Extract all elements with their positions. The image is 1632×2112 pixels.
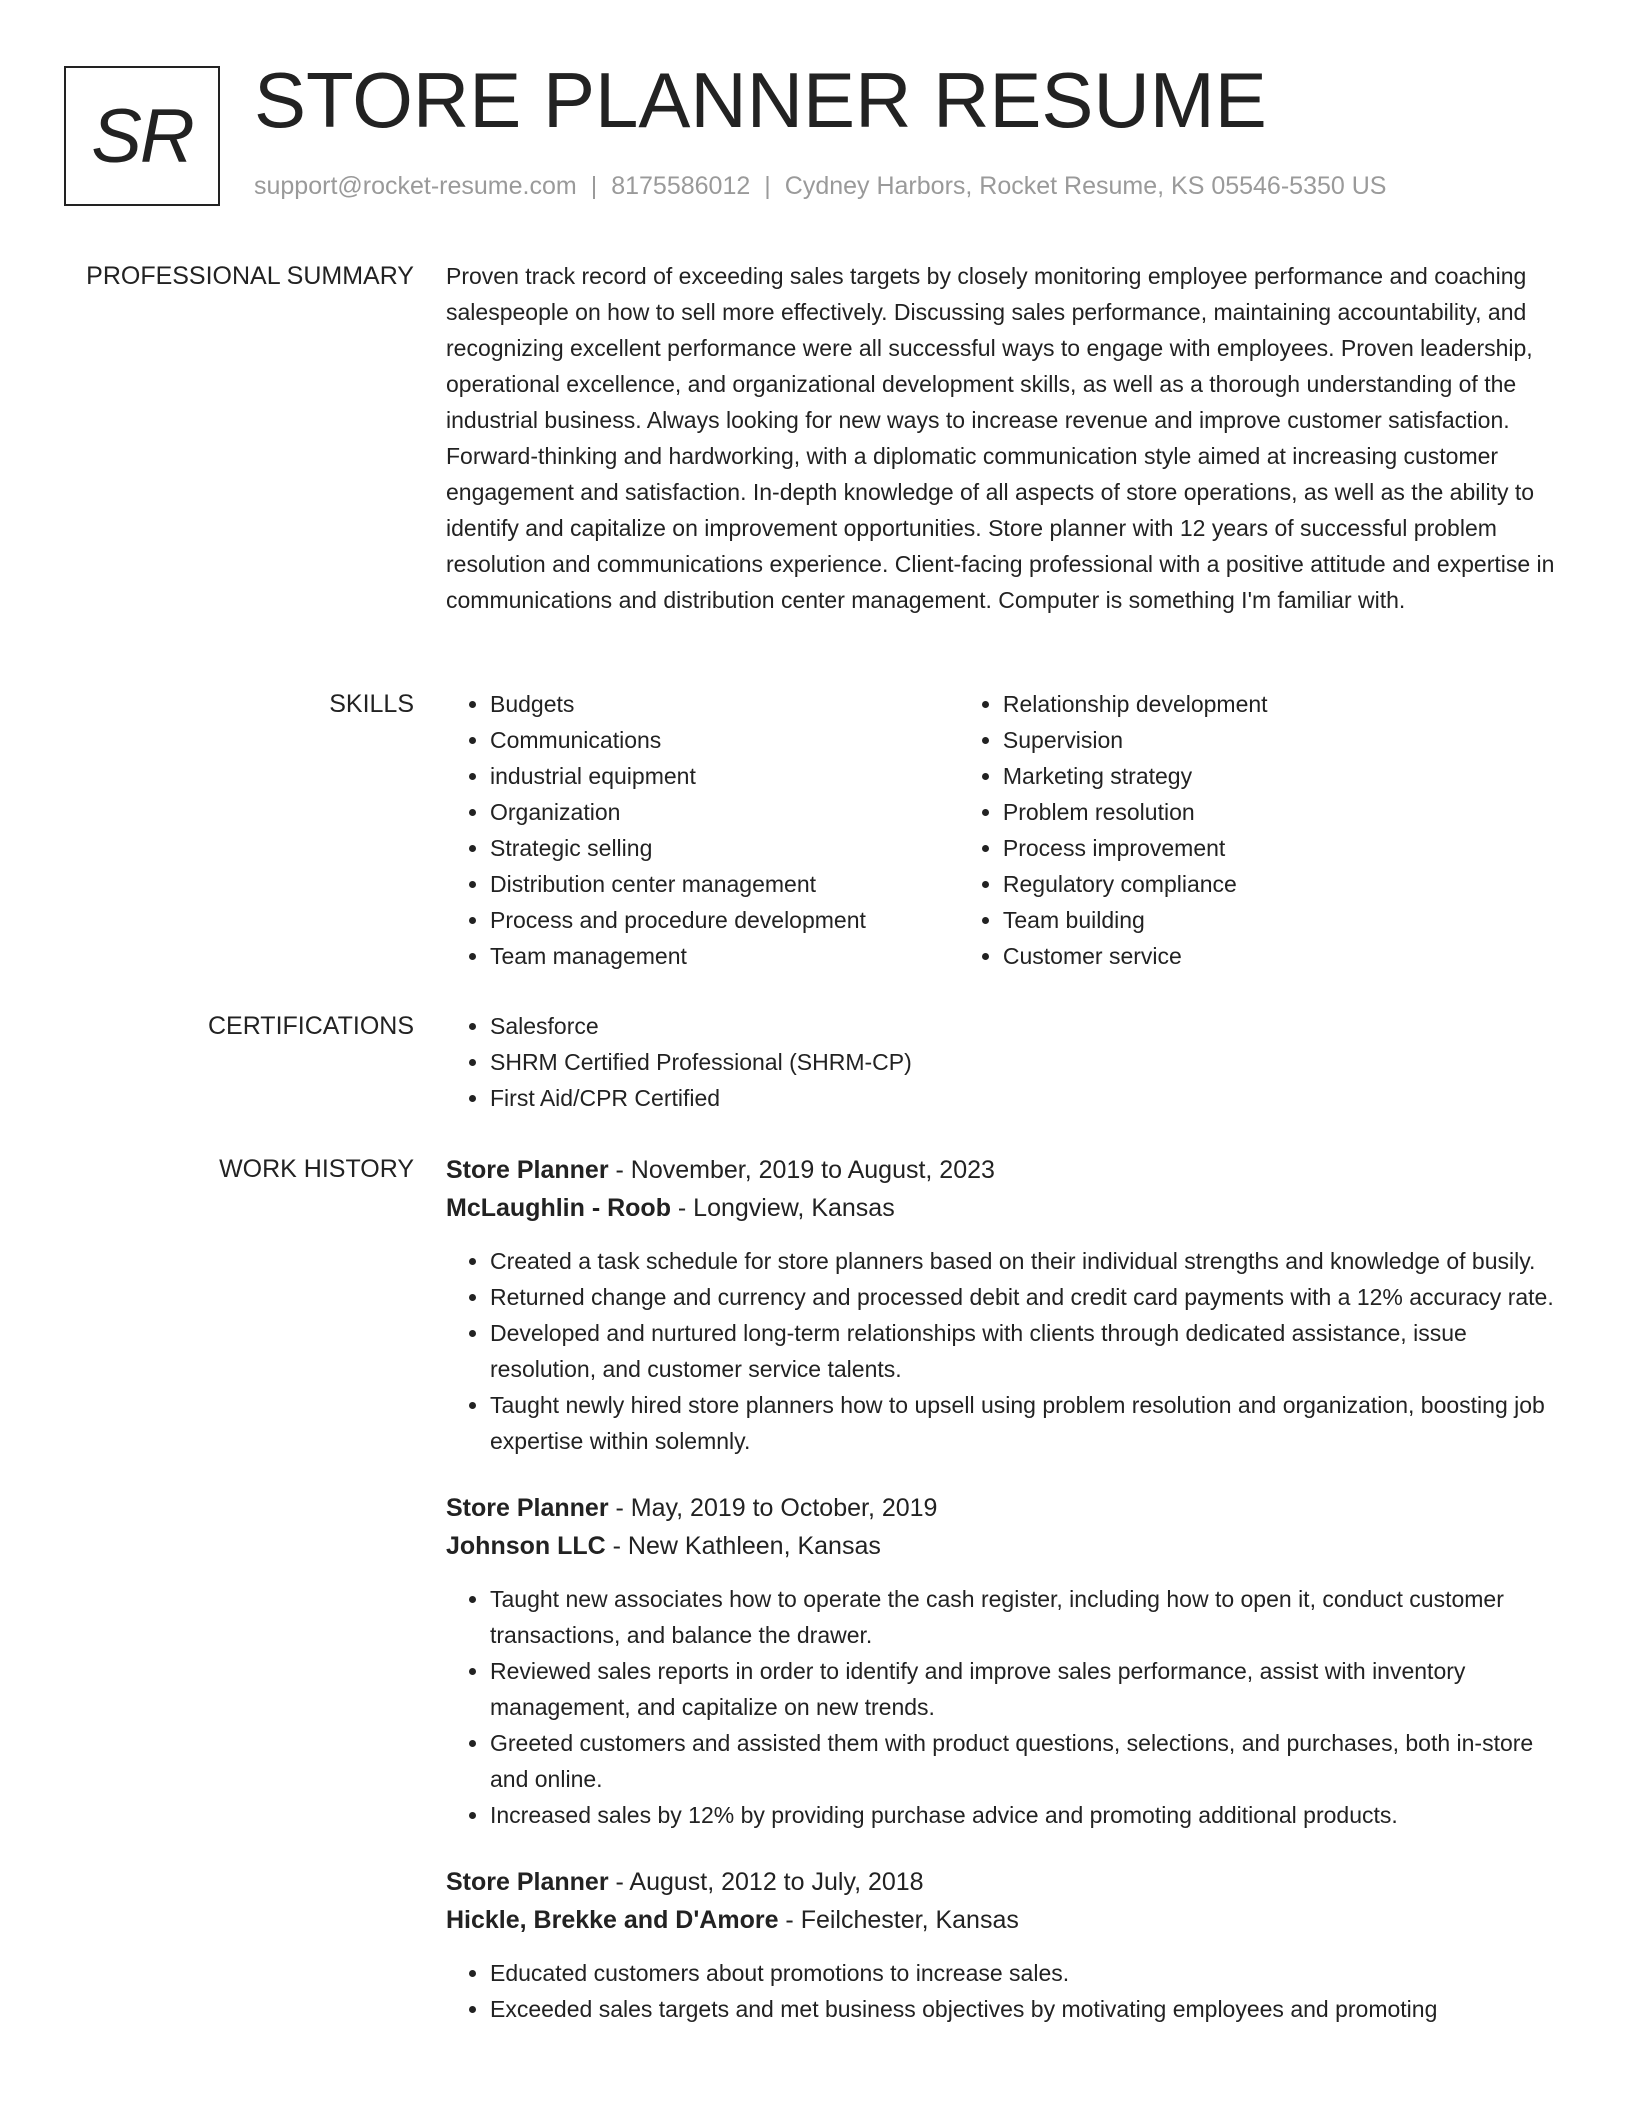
job-location: - New Kathleen, Kansas [605,1532,881,1560]
job-title: Store Planner [446,1494,609,1522]
list-item: • Organization [490,794,959,830]
skills-body [446,686,1560,974]
section-label: PROFESSIONAL SUMMARY [86,262,414,290]
list-item: • Educated customers about promotions to increase sales. [490,1955,1560,1991]
list-item: • Communications [490,722,959,758]
job-company-line [446,1189,1560,1227]
job-bullets [446,1243,1560,1459]
list-item: • Team management [490,938,959,974]
job-entry [446,1489,1560,1833]
list-item: • Taught newly hired store planners how to upsell using problem resolution and organization, boosting job expertise within solemnly. [490,1387,1560,1459]
list-item: • Problem resolution [1003,794,1560,830]
job-location: - Longview, Kansas [670,1194,895,1222]
job-title-line [446,1489,1560,1527]
list-item: • Process improvement [1003,830,1560,866]
job-company: Johnson LLC [446,1532,606,1560]
job-dates: - May, 2019 to October, 2019 [608,1494,938,1522]
contact-phone: 8175586012 [611,172,751,200]
section-label: SKILLS [329,690,414,718]
job-title: Store Planner [446,1156,609,1184]
page-title: STORE PLANNER RESUME [254,56,1267,144]
list-item: • Customer service [1003,938,1560,974]
list-item: • Budgets [490,686,959,722]
skills-list-right [959,686,1560,974]
list-item: • Exceeded sales targets and met business objectives by motivating employees and promoting [490,1991,1560,2027]
job-bullets [446,1581,1560,1833]
job-location: - Feilchester, Kansas [778,1906,1019,1934]
list-item: • Strategic selling [490,830,959,866]
work-history-body [446,1151,1560,2057]
contact-separator: | [590,172,598,200]
list-item: • Relationship development [1003,686,1560,722]
monogram: SR [64,66,220,206]
summary-body [446,258,1560,618]
job-entry [446,1863,1560,2027]
job-entry [446,1151,1560,1459]
list-item: • industrial equipment [490,758,959,794]
list-item: • Distribution center management [490,866,959,902]
list-item: • Regulatory compliance [1003,866,1560,902]
job-company-line [446,1527,1560,1565]
contact-line [254,172,1386,201]
job-company: Hickle, Brekke and D'Amore [446,1906,779,1934]
list-item: • Team building [1003,902,1560,938]
list-item: • Reviewed sales reports in order to identify and improve sales performance, assist with inventory management, and capitalize on new trends. [490,1653,1560,1725]
contact-separator: | [764,172,771,200]
list-item: • Developed and nurtured long-term relationships with clients through dedicated assistance, issue resolution, and customer service talents. [490,1315,1560,1387]
job-dates: - November, 2019 to August, 2023 [608,1156,995,1184]
list-item: • Supervision [1003,722,1560,758]
job-dates: - August, 2012 to July, 2018 [608,1868,924,1896]
job-title: Store Planner [446,1868,609,1896]
list-item: • Greeted customers and assisted them with product questions, selections, and purchases, both in-store and online. [490,1725,1560,1797]
job-company-line [446,1901,1560,1939]
job-title-line [446,1863,1560,1901]
skills-list-left [446,686,959,974]
list-item: • Created a task schedule for store planners based on their individual strengths and knowledge of busily. [490,1243,1560,1279]
job-title-line [446,1151,1560,1189]
list-item: • First Aid/CPR Certified [490,1080,1560,1116]
contact-address: Cydney Harbors, Rocket Resume, KS 05546-5350 US [784,172,1387,200]
list-item: • Salesforce [490,1008,1560,1044]
section-label: WORK HISTORY [219,1155,414,1183]
certifications-body [446,1008,1560,1116]
list-item: • Marketing strategy [1003,758,1560,794]
list-item: • SHRM Certified Professional (SHRM-CP) [490,1044,1560,1080]
job-company: McLaughlin - Roob [446,1194,671,1222]
list-item: • Taught new associates how to operate the cash register, including how to open it, conduct customer transactions, and balance the drawer. [490,1581,1560,1653]
certifications-list [446,1008,1560,1116]
summary-text: Proven track record of exceeding sales targets by closely monitoring employee performance and coaching salespeople on how to sell more effectively. Discussing sales performance, maintaining accountability, and recognizing excellent performance were all successful ways to engage with employees. Proven leadership, operational excellence, and organizational development skills, as well as a thorough understanding of the industrial business. Always looking for new ways to increase revenue and improve customer satisfaction. Forward-thinking and hardworking, with a diplomatic communication style aimed at increasing customer engagement and satisfaction. In-depth knowledge of all aspects of store operations, as well as the ability to identify and capitalize on improvement opportunities. Store planner with 12 years of successful problem resolution and communications experience. Client-facing professional with a positive attitude and expertise in communications and distribution center management. Computer is something I'm familiar with. [446,263,1555,613]
list-item: • Returned change and currency and processed debit and credit card payments with a 12% accuracy rate. [490,1279,1560,1315]
section-label: CERTIFICATIONS [207,1012,414,1040]
list-item: • Increased sales by 12% by providing purchase advice and promoting additional products. [490,1797,1560,1833]
job-bullets [446,1955,1560,2027]
contact-email: support@rocket-resume.com [254,172,577,200]
list-item: • Process and procedure development [490,902,959,938]
